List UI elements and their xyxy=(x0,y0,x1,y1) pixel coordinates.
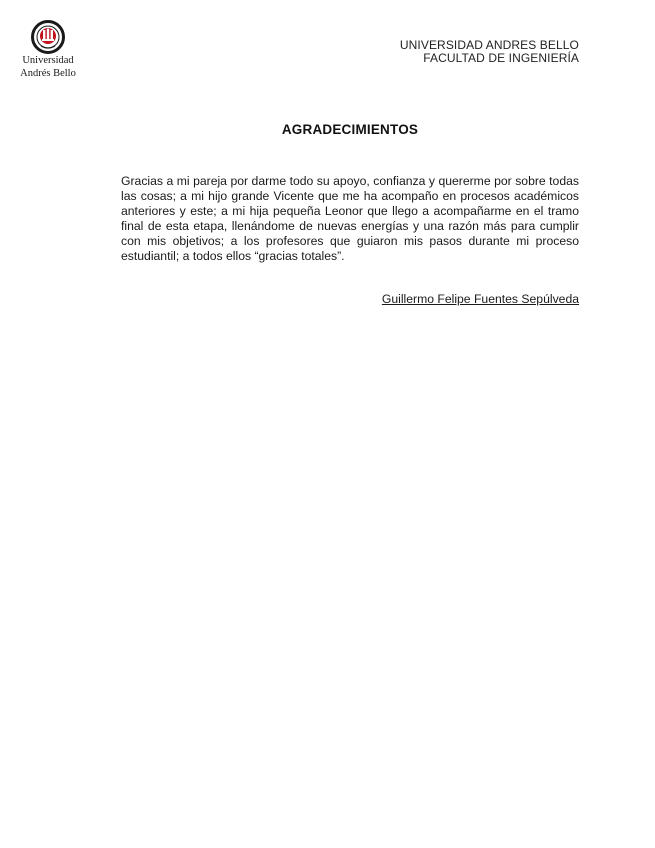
document-header xyxy=(400,39,579,65)
acknowledgements-paragraph: Gracias a mi pareja por darme todo su apoyo, confianza y quererme por sobre todas las cosas; a mi hijo grande Vicente que me ha acompaño en procesos académicos anteriores y este; a mi hija pequeña Leonor que llego a acompañarme en el tramo final de esta etapa, llenándome de nuevas energías y una razón más para cumplir con mis objetivos; a los profesores que guiaron mis pasos durante mi proceso estudiantil; a todos ellos “gracias totales”. xyxy=(121,174,579,264)
logo-name-line1: Universidad xyxy=(22,55,74,66)
header-university: UNIVERSIDAD ANDRES BELLO xyxy=(399,38,579,52)
author-signature: Guillermo Felipe Fuentes Sepúlveda xyxy=(381,292,579,306)
logo-name-line2: Andrés Bello xyxy=(20,67,76,79)
header-faculty: FACULTAD DE INGENIERÍA xyxy=(423,51,579,65)
university-seal-icon xyxy=(31,20,65,54)
page-title: AGRADECIMIENTOS xyxy=(281,122,419,137)
university-logo xyxy=(14,20,82,79)
